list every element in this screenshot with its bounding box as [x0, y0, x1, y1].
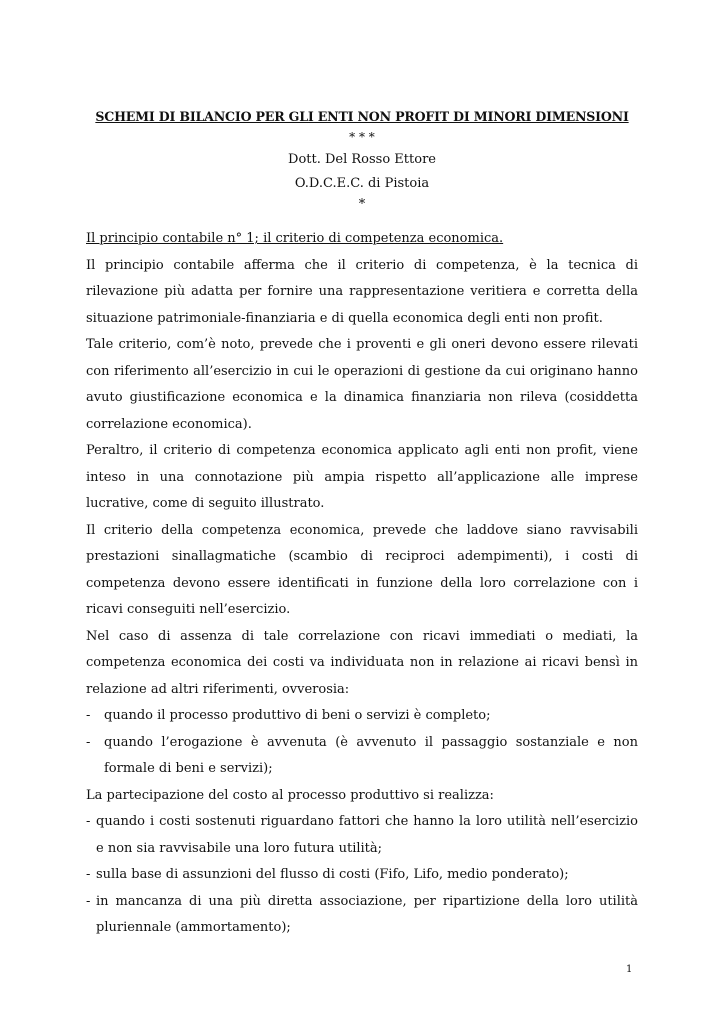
paragraph: Nel caso di assenza di tale correlazione con ricavi immediati o mediati, la competenza economica dei costi va individuata non in relazione ai ricavi bensì in relazione ad altri riferimenti, ovverosia: [86, 628, 638, 697]
list-item [86, 809, 638, 862]
list-item-text: quando i costi sostenuti riguardano fattori che hanno la loro utilità nell’esercizio e non sia ravvisabile una loro futura utilità; [96, 814, 638, 856]
list-item-text: quando l’erogazione è avvenuta (è avvenuto il passaggio sostanziale e non formale di beni e servizi); [104, 734, 638, 776]
list-item [86, 730, 638, 783]
list-item [86, 889, 638, 942]
list-item-text: quando il processo produttivo di beni o servizi è completo; [104, 708, 491, 723]
paragraph: Il criterio della competenza economica, prevede che laddove siano ravvisabili prestazioni sinallagmatiche (scambio di reciproci adempimenti), i costi di competenza devono essere identificati in funzione della loro correlazione con i ricavi conseguiti nell’esercizio. [86, 522, 638, 617]
list-marker: - [86, 734, 91, 750]
paragraph: Tale criterio, com’è noto, prevede che i proventi e gli oneri devono essere rilevati con riferimento all’esercizio in cui le operazioni di gestione da cui originano hanno avuto giustificazione economica e la dinamica finanziaria non rileva (cosiddetta correlazione economica). [86, 337, 638, 432]
list-marker: - [86, 867, 91, 882]
author-name: Dott. Del Rosso Ettore [288, 152, 436, 167]
author-organization: O.D.C.E.C. di Pistoia [294, 176, 430, 191]
paragraph: Il principio contabile afferma che il criterio di competenza, è la tecnica di rilevazione più adatta per fornire una rappresentazione veritiera e corretta della situazione patrimoniale-finanziaria e di quella economica degli enti non profit. [86, 257, 638, 326]
separator-star: * [358, 197, 366, 212]
page-number: 1 [626, 964, 633, 975]
section-heading: Il principio contabile n° 1; il criterio di competenza economica. [86, 231, 504, 246]
document-title: SCHEMI DI BILANCIO PER GLI ENTI NON PROFIT DI MINORI DIMENSIONI [95, 109, 629, 124]
list-item [86, 703, 638, 730]
list-item-text: sulla base di assunzioni del flusso di costi (Fifo, Lifo, medio ponderato); [96, 867, 569, 882]
document-body [86, 226, 638, 942]
separator-stars: * * * [349, 130, 375, 144]
document-page [86, 108, 638, 942]
list-marker: - [86, 814, 91, 829]
list-marker: - [86, 708, 91, 723]
paragraph: Peraltro, il criterio di competenza economica applicato agli enti non profit, viene inteso in una connotazione più ampia rispetto all’applicazione alle imprese lucrative, come di seguito illustrato. [86, 443, 638, 511]
list-item [86, 862, 638, 889]
list-item-text: in mancanza di una più diretta associazione, per ripartizione della loro utilità pluriennale (ammortamento); [96, 893, 638, 935]
list-marker: - [86, 893, 91, 909]
paragraph: La partecipazione del costo al processo produttivo si realizza: [86, 787, 494, 803]
